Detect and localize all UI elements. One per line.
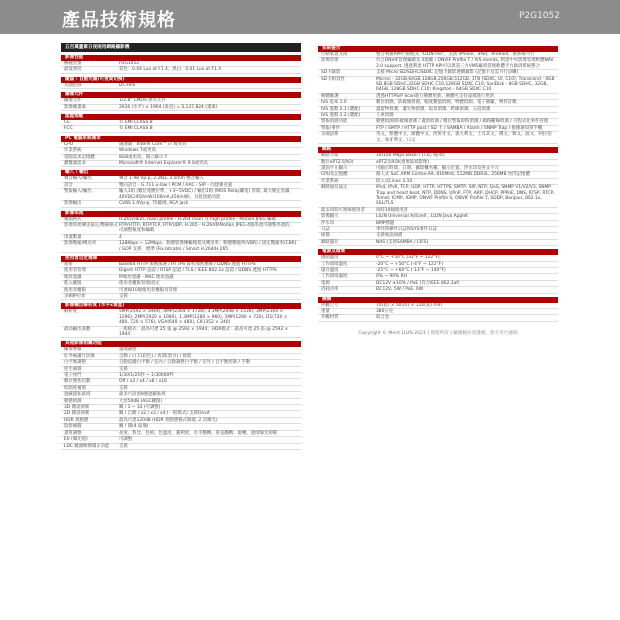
- spec-label: 畫質調整: [64, 430, 82, 436]
- page-title: 產品技術規格: [62, 10, 176, 31]
- spec-value: 支援: [119, 366, 128, 372]
- spec-value: 嵌入式Linux 3.10: [376, 178, 413, 184]
- spec-label: 紅外線濾片切換: [64, 353, 95, 359]
- spec-value: 70(寬) × 50(高) × 110(深) mm: [376, 302, 442, 308]
- section-header: 其他影像相關功能: [61, 341, 301, 347]
- spec-label: HDR 寬動態: [64, 417, 89, 423]
- spec-value: 2616 (水平) × 1964 (垂直) = 5,137,824 (畫素): [119, 104, 218, 110]
- spec-value: 動態偵測/防破壞偵測 / 遺留偵測 / 數位警報即時偵測 / 網路斷線偵測 / 可程式化事件管理: [376, 119, 549, 125]
- spec-label: FCC: [64, 126, 73, 132]
- spec-label: 影像總畫素: [64, 104, 86, 110]
- spec-label: 最多同時可連線使用者: [321, 207, 365, 213]
- spec-label: 日誌: [321, 226, 330, 232]
- spec-label: 多國語系: [321, 132, 339, 138]
- spec-row: [61, 223, 301, 235]
- spec-label: 低照度補償: [64, 385, 86, 391]
- spec-value: CVBS 1.0Vp-p, 75歐姆, RCA jack: [119, 201, 189, 207]
- spec-label: CE: [64, 120, 70, 126]
- section-header: 系統整合: [318, 46, 558, 52]
- section-header: 影像性能: [61, 55, 301, 61]
- spec-label: 畫面字元顯示: [321, 165, 348, 171]
- spec-label: 外觀尺寸: [321, 302, 339, 308]
- spec-label: 韌體維護: [321, 93, 339, 99]
- spec-row: [318, 58, 558, 70]
- spec-label: IVS 基本 1.0: [321, 100, 347, 106]
- spec-label: LDC 鏡頭畸變矯正功能: [64, 443, 110, 449]
- section-header: 鏡頭 / 自動光圈(可夜間切換): [61, 77, 301, 83]
- spec-value: FTP / SMTP / HTTP post / SD 卡 / SAMBA / Alarm / SNMP Trap / 推播通知到手機: [376, 125, 543, 131]
- spec-value: 聲音 1.98 Vp-p, 2.2KΩ, 3.5mm 雙音輸入: [119, 176, 204, 182]
- spec-label: SD卡錄影: [321, 70, 341, 76]
- spec-label: IVS 進階 2.1 (選配): [321, 106, 361, 112]
- spec-row: [61, 67, 301, 73]
- spec-value: DC-IRIS: [119, 82, 136, 88]
- spec-value: 支援: [119, 293, 128, 299]
- spec-value: 自動 / 白天(彩色) / 夜間(黑白) / 排程: [119, 353, 192, 359]
- spec-value: IPv4, IPv6, TCP, UDP, HTTP, HTTPS, SMTP, SIP, NTP, QoS, SNMP V1/V2/V3, SNMP Trap and heart beat, NTP, DDNS, UPnP, FTP, ARP, DHCP, PPPoE, DNS, RTSP, RTCP, Telnet, ICMP, IGMP, ONVIF Profile S, ONVIF Profile T, SDDP, Bonjour, 802.1x, SSL/TLS: [376, 185, 555, 207]
- spec-label: 電腦需求記憶體: [64, 154, 95, 160]
- spec-value: 1/2.8" CMOS 感光元件: [119, 98, 166, 104]
- spec-label: 攝像元件: [64, 98, 82, 104]
- spec-label: 地址過濾: [64, 274, 82, 280]
- spec-value: Microsoft® Internet Explorer® 9.0或更高: [119, 161, 208, 167]
- section-header: 輸入 / 輸出: [61, 170, 301, 176]
- spec-value: 雙向語音 - G.711 u-law / PCM / AAC - S/P - 內建麥克風: [119, 182, 233, 188]
- spec-label: 影像輸出: [64, 201, 82, 207]
- spec-value: 自動追蹤白平衡 / 室內 / 自動調整白平衡 / 室外 / 自平衡控制 / 手動: [119, 360, 251, 366]
- spec-label: 機種型號: [64, 61, 82, 66]
- spec-label: 光圈控制: [64, 82, 82, 88]
- spec-row: [318, 287, 558, 293]
- spec-value: 使用者權限管理/設定: [119, 281, 160, 287]
- right-column: [318, 43, 558, 322]
- spec-label: CPU: [64, 141, 73, 147]
- spec-value: 可顯示時間、日期、攝影機名稱、顯示位置、浮水印及英文字元: [376, 165, 499, 171]
- spec-label: 陰影補償: [64, 424, 82, 430]
- spec-value: 支援 Micro SD/SDHC/SDXC 記憶卡錄影連續錄影 (記憶卡及需另行添購): [376, 70, 519, 76]
- spec-label: SD卡相容性: [321, 76, 345, 82]
- spec-row: [61, 294, 301, 300]
- spec-value: 數位偵測，防破壞偵測，幅度數值偵測，物體偵測，電子圍籬，物件計數: [376, 100, 517, 106]
- spec-value: 0% ~ 90% RH: [376, 274, 407, 280]
- spec-label: 電源: [321, 280, 330, 286]
- spec-value: 有 EMI CLASS B: [119, 126, 153, 132]
- spec-label: 動態偵測: [64, 398, 82, 404]
- spec-row: [318, 77, 558, 94]
- spec-label: EV (曝光值): [64, 437, 88, 443]
- spec-label: 警報/事件: [321, 125, 341, 131]
- spec-value: 有 EMI CLASS B: [119, 120, 153, 126]
- spec-value: DC12V, 5W / PoE, 6W: [376, 287, 424, 293]
- document-title: 五百萬畫素日夜兩用網路攝影機: [61, 43, 301, 52]
- spec-value: 可連線10個使用者權限及管理: [119, 287, 178, 293]
- spec-row: [61, 327, 301, 339]
- spec-value: 事件和操作日誌和SYS事件日誌: [376, 226, 437, 232]
- spec-label: 儲存溫度: [321, 268, 339, 273]
- spec-row: [61, 309, 301, 326]
- spec-value: 彩色：0.04 Lux at F1.4；黑白：0.01 Lux at F1.4: [119, 67, 222, 73]
- spec-label: 遮蔽隱私區域: [64, 392, 91, 398]
- model-number: P2G1052: [518, 11, 560, 21]
- spec-value: 符合ONVIF管理編碼及 S規範 / ONVIF Profile T / IVS events, 利達中央影像管理軟體NAV 3.0 support, 透過利達 HTTP API可以與第三方VMS廠商管理軟體平台做到系統整合: [376, 58, 554, 69]
- spec-value: BMP標題: [376, 220, 395, 226]
- spec-row: [61, 161, 301, 167]
- spec-value: 英文，繁體中文，簡體中文，西班牙文，義大利文，土耳其文，俄文，韓文，波文，阿拉伯文，匈牙利文，日文: [376, 132, 552, 143]
- spec-value: 可調整: [119, 437, 133, 443]
- section-header: 影像串流: [61, 211, 301, 217]
- spec-label: 多網IP位址: [64, 293, 86, 299]
- spec-label: 解析度: [64, 309, 78, 315]
- spec-row: [318, 240, 558, 246]
- spec-value: 關 / 1 ~ 32 (可調整): [119, 405, 161, 411]
- spec-label: CPU及記憶體: [321, 172, 348, 178]
- spec-label: 使用者管理: [64, 268, 86, 274]
- spec-label: 影像串流傳送協定/壓縮格式: [64, 222, 119, 228]
- spec-label: 3D 雜訊抑制: [64, 405, 90, 411]
- spec-label: IVS 進階 2.2 (選配): [321, 113, 361, 119]
- spec-label: 最低照度: [64, 67, 82, 73]
- spec-row: [61, 105, 301, 111]
- spec-value: IP地址過濾 - MAC 地址過濾: [119, 274, 174, 280]
- spec-row: [61, 83, 301, 89]
- spec-value: 遺留物偵測，遺失物偵測，取景偵測，跨線偵測，入侵偵測: [376, 106, 491, 112]
- spec-value: 380公克: [376, 309, 394, 315]
- spec-value: 整合利通APP行動程式 "LILIN Pro"，支援 iPhone、iPad、Android，兩系統可行: [376, 52, 535, 57]
- spec-row: [318, 185, 558, 208]
- spec-value: 同時10個使用者: [376, 207, 408, 213]
- spec-value: 8GB或更高，獨立顯示卡: [119, 154, 168, 160]
- spec-label: 數位變焦倍數: [64, 379, 91, 385]
- spec-label: 加密: [64, 261, 73, 267]
- spec-value: 4: [119, 234, 122, 240]
- spec-label: 語音: [64, 182, 73, 188]
- spec-value: Micron - 32GB,64GB,128GB,256GB,512GB, 1TB (SDXC, UI, C10); Transcend - 4GB SD,8GB SDHC,32GB SDHC C10,128GB SDXC C10; SanDisk - 8GB SDHC, 32GB, 64GB, 128GB SDHC C10; Kingston - 64GB SDXC C10: [376, 76, 555, 93]
- spec-label: 瀏覽器需求: [64, 161, 86, 167]
- spec-label: 啟動溫度: [321, 255, 339, 261]
- spec-value: Digest HTTP 認證 / RTSP 認證 / TLS / IEEE 802.1x 認證 / DDNS 透過 HTTPS: [119, 268, 277, 274]
- spec-value: 一般模式：最高可達 25 張 @ 2592 × 1944；HDR模式：最高可達 25 張 @ 2592 × 1944: [119, 326, 289, 337]
- spec-value: RTP/HTTP, RTP/TCP, RTP/UDP, H.265 - H.264和Motion JPEG 4個串流可調整串流的，可調整頻寬和編碼: [119, 222, 294, 234]
- spec-value: Off / x2 / x4 / x8 / x16: [119, 379, 167, 385]
- spec-value: 最高可達120dB (HDR 寬動態模式開啟, 2 次曝光): [119, 417, 218, 423]
- spec-value: 大於50dB (AGC關閉): [119, 398, 163, 404]
- spec-value: 鋁合金: [376, 315, 390, 321]
- spec-value: 亮度、對比、色相、色溫度、銳利度、水平翻轉、垂直翻轉、旋轉、過度曝光抑制: [119, 430, 278, 436]
- spec-row: [61, 241, 301, 253]
- spec-label: 警報偵測功能: [321, 119, 348, 125]
- spec-value: 個人式 SoC ARM Cortex-A9, 816MHz, 512MB DDR3L, 256MB 快閃記憶體: [376, 172, 530, 178]
- spec-label: 數位ePTZ及ROI: [321, 159, 354, 165]
- spec-value: NAS (支援SAMBA / CIFS): [376, 239, 429, 245]
- spec-label: 警報輸入/輸出: [64, 189, 92, 195]
- spec-value: 128Kbps ~ 12Mbps；動態影像傳輸頻寬及傳送率；動態壓縮率(VBR) / 固定壓縮率(CBR) / GOP 支援：標準 (Fix bitrate) / Smart H.264/H.265: [119, 241, 297, 252]
- spec-label: 網路通信協定: [321, 185, 348, 191]
- spec-label: 2D 雜訊抑制: [64, 411, 90, 417]
- spec-label: 攝像參數: [64, 347, 82, 353]
- spec-label: 浮水印: [321, 220, 335, 226]
- spec-value: 最多可設置8個遮蔽區域: [119, 392, 166, 398]
- page-header: [0, 0, 620, 34]
- spec-value: 輸入1組 (數位電壓位準，+3~5VDC) / 輸出1組 (MOS Relay繼電) 常開, 最大額定負載40VDC/450mW/100mA,450mW)，具乾接點功能: [119, 189, 290, 200]
- spec-label: 重量: [321, 309, 330, 315]
- spec-value: P2G1052: [119, 61, 140, 66]
- spec-row: [61, 126, 301, 132]
- spec-value: Windows 7或更高: [119, 148, 156, 154]
- spec-label: 工作環境溫度: [321, 261, 348, 267]
- section-header: 使用者自定選擇: [61, 256, 301, 262]
- spec-label: 電子快門: [64, 373, 82, 379]
- section-header: 機構: [318, 297, 558, 303]
- spec-value: 遠端調整: [119, 347, 137, 353]
- spec-value: 支援視訊掃描: [376, 233, 403, 239]
- spec-value: 關 / 開(4 區塊): [119, 424, 149, 430]
- section-header: 影像輸出解析度 (水平x垂直): [61, 303, 301, 309]
- spec-label: 影像顯示: [321, 214, 339, 220]
- spec-label: 工作環境濕度: [321, 274, 348, 280]
- spec-label: 最高輸出張數: [64, 326, 91, 332]
- section-header: PC 電腦系統需求: [61, 136, 301, 142]
- spec-value: ePTZ及ROI(重要區域影像): [376, 159, 430, 165]
- spec-value: -20°C ~ +50°C (-4°F ~ 122°F): [376, 261, 443, 267]
- spec-value: -25°C ~ +60°C (-13°F ~ 140°F): [376, 268, 446, 273]
- spec-value: 處理器：Intel® Core™ i7 或更高: [119, 141, 187, 147]
- spec-value: 支援: [119, 385, 128, 391]
- spec-row: [61, 189, 301, 201]
- spec-label: 影像管理: [321, 58, 339, 64]
- left-column: [61, 43, 301, 450]
- spec-row: [61, 444, 301, 450]
- spec-row: [318, 132, 558, 144]
- spec-value: Base64 HTTP 加密保護 / HTTPS 資料加密連線 / DDNS 透過 HTTPS: [119, 261, 256, 267]
- spec-label: 使用者權限: [64, 287, 86, 293]
- spec-label: 影像壓縮/傳送率: [64, 241, 97, 247]
- spec-label: 網路儲存: [321, 239, 339, 245]
- spec-label: 串流數量: [64, 234, 82, 240]
- section-header: 認證規範: [61, 114, 301, 120]
- spec-label: 進入權限: [64, 281, 82, 287]
- spec-value: 關 / 自動 / x2 / x3 / x4 (一般模式) 支援Onvif: [119, 411, 210, 417]
- spec-label: 作業系統: [64, 148, 82, 154]
- spec-value: 5MP(2592 × 1944), 4MP(2304 × 1728), 3.1MP(2048 × 1536), 3MP(2304 × 1296), 2MP(1920 × 1080), 1.3MP(1280 × 960), 1MP(1280 × 720), D1(720 × 480, 720 × 576), VGA(640 × 480), CIF(352 × 240): [119, 309, 288, 326]
- spec-label: 作業系統: [321, 178, 339, 184]
- spec-label: 白平衡調整: [64, 360, 86, 366]
- spec-label: 逆光補償: [64, 366, 82, 372]
- spec-value: 10/100 Mbps Base-T (Tx), RJ-45: [376, 153, 445, 159]
- spec-label: 聲音輸入/輸出: [64, 176, 92, 182]
- spec-value: 人車偵測: [376, 113, 394, 119]
- spec-label: 壓縮格式: [64, 216, 82, 222]
- spec-label: 網路介面: [321, 153, 339, 159]
- spec-value: DC12V ±10% / PoE (符合IEEE 802.3af): [376, 280, 460, 286]
- spec-value: 1/30/1/25秒 ~ 1/30000秒: [119, 373, 174, 379]
- section-header: 攝像元件: [61, 92, 301, 98]
- spec-row: [61, 201, 301, 207]
- spec-row: [318, 315, 558, 321]
- spec-value: 支援: [119, 443, 128, 449]
- spec-label: 外觀材質: [321, 315, 339, 321]
- spec-label: 掃描: [321, 233, 330, 239]
- section-header: 電源及環境: [318, 249, 558, 255]
- spec-value: H.265/HEVC main profile - H.264 main 及 high profile - Motion JPEG 編碼: [119, 216, 276, 222]
- section-header: 網路: [318, 147, 558, 153]
- spec-label: 消耗功率: [321, 287, 339, 293]
- spec-label: 行動裝置支援: [321, 52, 348, 57]
- spec-value: 透過HTTPS/P Scan進行韌體更新，韌體可支持遠端進行更新: [376, 93, 495, 99]
- spec-value: 0°C ~ +50°C (32°F ~ 122°F): [376, 255, 440, 261]
- spec-value: LILIN Universal ActiveX , LILIN Java Applet: [376, 214, 468, 220]
- footer-copyright: Copyright © Merit LILIN 2021 | 保留所有 | 隨規格於改進相，恕不另行通知: [358, 331, 518, 336]
